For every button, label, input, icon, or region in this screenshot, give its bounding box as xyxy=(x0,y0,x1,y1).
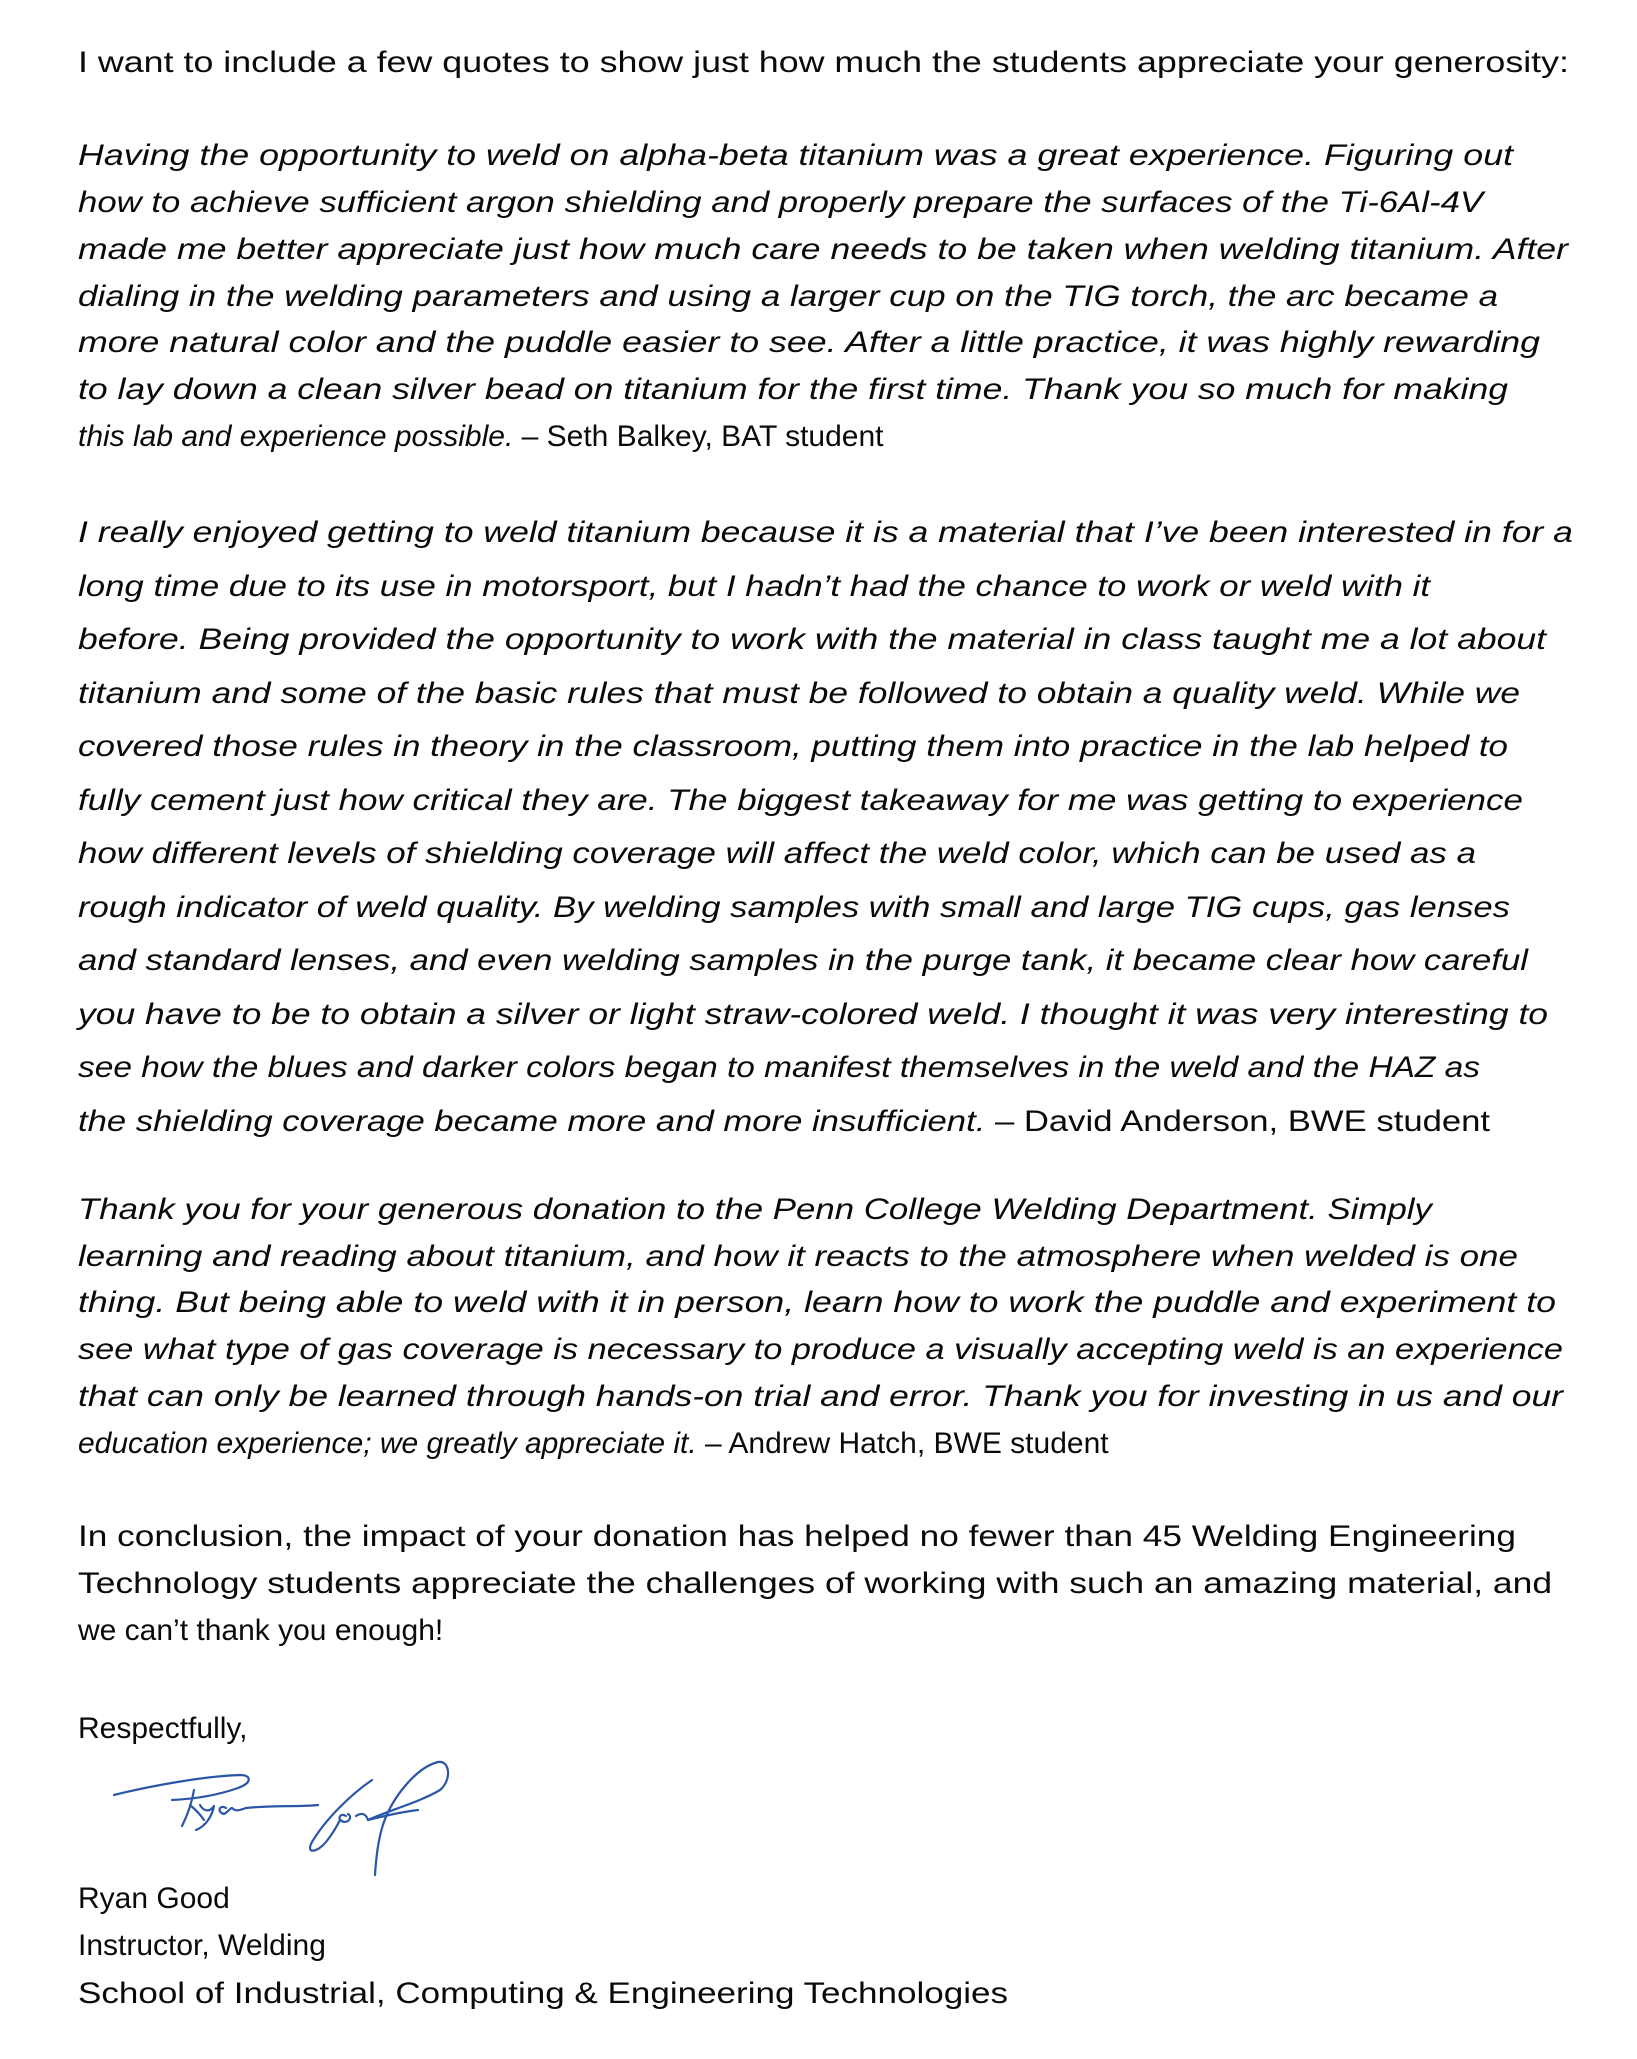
quote-line: Having the opportunity to weld on alpha-beta titanium was a great experience. Figuring out xyxy=(78,139,1514,172)
quote-line: see what type of gas coverage is necessary to produce a visually accepting weld is an experience xyxy=(78,1333,1564,1366)
signer-title: Instructor, Welding xyxy=(78,1929,326,1962)
quote-line: learning and reading about titanium, and how it reacts to the atmosphere when welded is one xyxy=(78,1240,1518,1273)
quote-line: Thank you for your generous donation to the Penn College Welding Department. Simply xyxy=(78,1193,1432,1226)
quote-line: see how the blues and darker colors began to manifest themselves in the weld and the HAZ as xyxy=(78,1051,1480,1084)
signature-ink-icon xyxy=(100,1750,460,1880)
quote-text: education experience; we greatly appreciate it. xyxy=(78,1427,697,1460)
quote-attribution: – Andrew Hatch, BWE student xyxy=(696,1427,1109,1460)
conclusion-line: Technology students appreciate the challenges of working with such an amazing material, and xyxy=(78,1567,1553,1600)
quote-last-line xyxy=(78,1426,1109,1462)
intro-paragraph: I want to include a few quotes to show just how much the students appreciate your generosity: xyxy=(78,46,1569,79)
quote-attribution: – Seth Balkey, BAT student xyxy=(513,420,884,453)
quote-line: and standard lenses, and even welding samples in the purge tank, it became clear how careful xyxy=(78,944,1528,977)
quote-line: rough indicator of weld quality. By welding samples with small and large TIG cups, gas lenses xyxy=(78,891,1511,924)
quote-text: this lab and experience possible. xyxy=(78,420,514,453)
quote-text: the shielding coverage became more and more insufficient. xyxy=(78,1105,986,1138)
quote-line: made me better appreciate just how much care needs to be taken when welding titanium. After xyxy=(78,233,1568,266)
quote-line: covered those rules in theory in the classroom, putting them into practice in the lab helped to xyxy=(78,730,1509,763)
quote-line: how different levels of shielding coverage will affect the weld color, which can be used as a xyxy=(78,837,1476,870)
quote-line: long time due to its use in motorsport, but I hadn’t had the chance to work or weld with it xyxy=(78,570,1431,603)
quote-line: how to achieve sufficient argon shielding and properly prepare the surfaces of the Ti-6Al-4V xyxy=(78,186,1484,219)
quote-line: I really enjoyed getting to weld titanium because it is a material that I’ve been interested in for a xyxy=(78,516,1573,549)
conclusion-line: we can’t thank you enough! xyxy=(78,1614,444,1647)
quote-line: fully cement just how critical they are. The biggest takeaway for me was getting to experience xyxy=(78,784,1523,817)
quote-line: that can only be learned through hands-on trial and error. Thank you for investing in us and our xyxy=(78,1380,1563,1413)
quote-line: more natural color and the puddle easier to see. After a little practice, it was highly rewarding xyxy=(78,326,1541,359)
closing-salutation: Respectfully, xyxy=(78,1712,248,1745)
conclusion-line: In conclusion, the impact of your donation has helped no fewer than 45 Welding Engineering xyxy=(78,1520,1516,1553)
quote-line: titanium and some of the basic rules that must be followed to obtain a quality weld. While we xyxy=(78,677,1520,710)
quote-line: before. Being provided the opportunity to work with the material in class taught me a lot about xyxy=(78,623,1547,656)
quote-line: you have to be to obtain a silver or light straw-colored weld. I thought it was very interesting to xyxy=(78,998,1549,1031)
quote-line: dialing in the welding parameters and using a larger cup on the TIG torch, the arc became a xyxy=(78,280,1499,313)
quote-line: to lay down a clean silver bead on titanium for the first time. Thank you so much for making xyxy=(78,373,1508,406)
quote-line: thing. But being able to weld with it in person, learn how to work the puddle and experiment to xyxy=(78,1286,1556,1319)
quote-last-line xyxy=(78,419,884,455)
handwritten-signature xyxy=(100,1750,460,1880)
signer-name: Ryan Good xyxy=(78,1882,230,1915)
quote-last-line xyxy=(78,1104,1490,1140)
signer-department: School of Industrial, Computing & Engineering Technologies xyxy=(78,1977,1008,2010)
quote-attribution: – David Anderson, BWE student xyxy=(985,1105,1491,1138)
